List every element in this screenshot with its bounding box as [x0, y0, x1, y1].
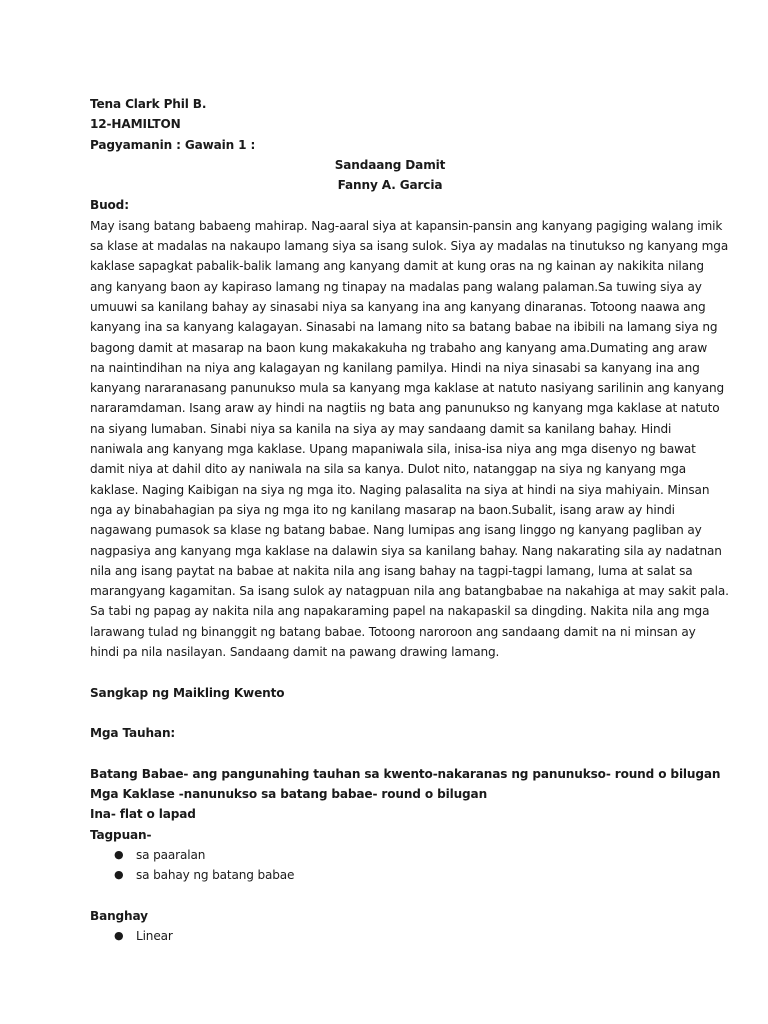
character-item: Ina- flat o lapad — [90, 807, 196, 822]
summary-line: umuuwi sa kanilang bahay ay sinasabi niya sa kanyang ina ang kanyang dinaranas. Totoong naawa ang — [90, 299, 706, 314]
summary-line: bagong damit at masarap na baon kung makakakuha ng trabaho ang kanyang ama.Dumating ang araw — [90, 340, 708, 355]
plot-item-label: Linear — [136, 929, 173, 944]
bullet-icon: ● — [114, 847, 124, 861]
elements-heading: Sangkap ng Maikling Kwento — [90, 685, 285, 700]
summary-line: damit niya at dahil dito ay naniwala na sila sa kanya. Dulot nito, natanggap na siya ng kanyang mga — [90, 462, 687, 477]
summary-paragraph — [90, 216, 729, 663]
spacer — [90, 703, 690, 723]
summary-line: nagpasiya ang kanyang mga kaklase na dalawin siya sa kanilang bahay. Nang nakarating sila ay nadatnan — [90, 543, 722, 558]
setting-item — [90, 865, 690, 885]
setting-heading: Tagpuan- — [90, 827, 152, 842]
summary-line: marangyang kagamitan. Sa isang sulok ay natagpuan nila ang batangbabae na nakahiga at may sakit pala. — [90, 584, 729, 599]
summary-line: kanyang nararanasang panunukso mula sa kanyang mga kaklase at natuto nasiyang sarilinin ang kanyang — [90, 381, 725, 396]
summary-line: May isang batang babaeng mahirap. Nag-aaral siya at kapansin-pansin ang kanyang pagiging walang imik — [90, 218, 723, 233]
bullet-icon: ● — [114, 868, 124, 882]
spacer — [90, 662, 690, 682]
summary-line: kaklase sapagkat pabalik-balik lamang ang kanyang damit at kung oras na ng kainan ay nakikita nilang — [90, 259, 704, 274]
setting-item — [90, 845, 690, 865]
character-item: Mga Kaklase -nanunukso sa batang babae- round o bilugan — [90, 787, 488, 802]
summary-line: na siyang lumaban. Sinabi niya sa kanila na siya ay may sandaang damit sa kanilang bahay. Hindi — [90, 421, 672, 436]
summary-line: kanyang ina sa kanyang kalagayan. Sinasabi na lamang nito sa batang babae na ibibili na lamang siya ng — [90, 320, 718, 335]
spacer — [90, 886, 690, 906]
setting-item-label: sa paaralan — [136, 847, 206, 862]
summary-line: sa klase at madalas na nakaupo lamang siya sa isang sulok. Siya ay madalas na tinutukso ng kanyang mga — [90, 239, 729, 254]
summary-line: ang kanyang baon ay kapiraso lamang ng tinapay na madalas pang walang palaman.Sa tuwing siya ay — [90, 279, 702, 294]
activity-label: Pagyamanin : Gawain 1 : — [90, 137, 256, 152]
summary-line: kaklase. Naging Kaibigan na siya ng mga ito. Naging palasalita na siya at hindi na siya mahiyain. Minsan — [90, 482, 710, 497]
bullet-icon: ● — [114, 929, 124, 943]
story-title: Sandaang Damit — [334, 157, 446, 172]
story-author: Fanny A. Garcia — [337, 178, 443, 193]
characters-heading: Mga Tauhan: — [90, 726, 176, 741]
summary-line: nagawang pumasok sa klase ng batang babae. Nang lumipas ang isang linggo ng kanyang pagliban ay — [90, 523, 702, 538]
summary-heading: Buod: — [90, 198, 129, 213]
summary-line: na naintindihan na niya ang kalagayan ng kanilang pamilya. Hindi na niya sinasabi sa kanyang ina ang — [90, 360, 700, 375]
plot-item — [90, 926, 690, 946]
spacer — [90, 744, 690, 764]
student-section: 12-HAMILTON — [90, 117, 181, 132]
summary-line: Sa tabi ng papag ay nakita nila ang napakaraming papel na nakapaskil sa dingding. Nakita nila ang mga — [90, 604, 710, 619]
summary-line: nararamdaman. Isang araw ay hindi na nagtiis ng bata ang panunukso ng kanyang mga kaklase at natuto — [90, 401, 720, 416]
setting-item-label: sa bahay ng batang babae — [136, 868, 295, 883]
student-name: Tena Clark Phil B. — [90, 97, 207, 111]
summary-line: nila ang isang paytat na babae at nakita nila ang isang bahay na tagpi-tagpi lamang, luma at salat sa — [90, 563, 693, 578]
summary-line: nga ay binabahagian pa siya ng mga ito ng kanilang masarap na baon.Subalit, isang araw ay hindi — [90, 502, 675, 517]
summary-line: larawang tulad ng binanggit ng batang babae. Totoong naroroon ang sandaang damit na ni minsan ay — [90, 624, 696, 639]
document-body — [90, 94, 729, 946]
summary-line: hindi pa nila nasilayan. Sandaang damit na pawang drawing lamang. — [90, 645, 500, 660]
plot-heading: Banghay — [90, 908, 148, 923]
summary-line: naniwala ang kanyang mga kaklase. Upang mapaniwala sila, inisa-isa niya ang mga disenyo ng bawat — [90, 442, 696, 457]
character-item: Batang Babae- ang pangunahing tauhan sa kwento-nakaranas ng panunukso- round o bilugan — [90, 766, 721, 781]
